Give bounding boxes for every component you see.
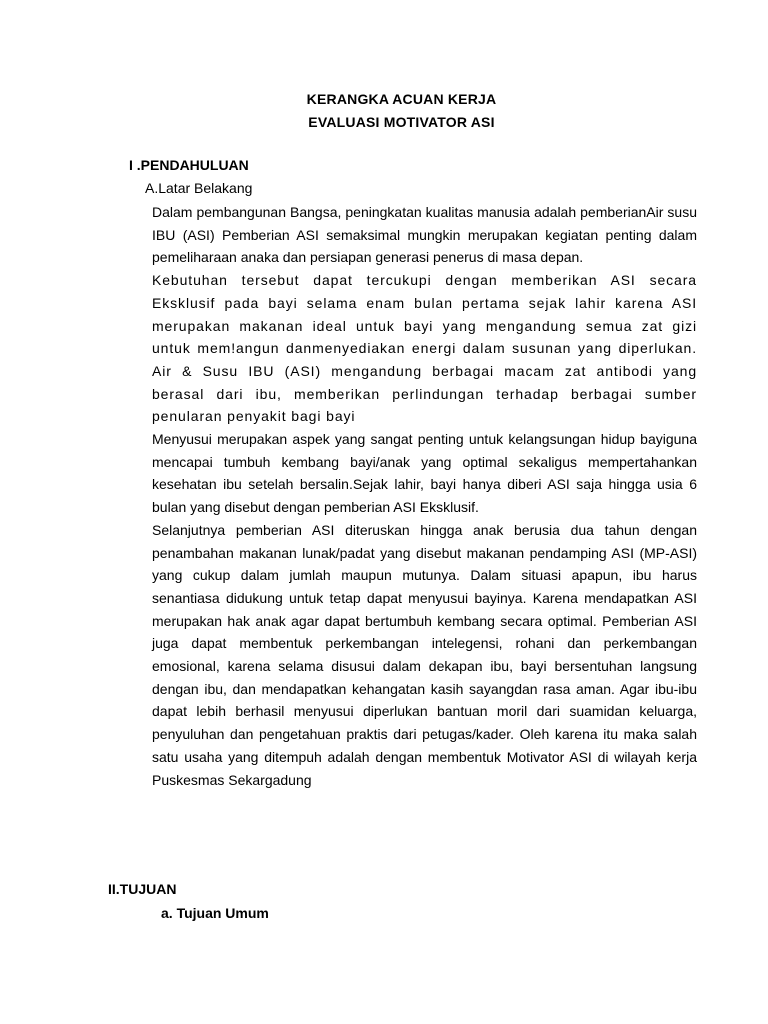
- subheading-latar-belakang: A.Latar Belakang: [145, 180, 253, 196]
- paragraph-3: Menyusui merupakan aspek yang sangat penting untuk kelangsungan hidup bayiguna mencapai tumbuh kembang bayi/anak yang optimal sekaligus mempertahankan kesehatan ibu setelah bersalin.Sejak lahir, bayi hanya diberi ASI saja hingga usia 6 bulan yang disebut dengan pemberian ASI Eksklusif.: [152, 431, 697, 516]
- section-heading-tujuan: II.TUJUAN: [108, 881, 177, 897]
- subheading-tujuan-umum: a. Tujuan Umum: [161, 905, 269, 921]
- body-text: [152, 201, 697, 791]
- paragraph-2: Kebutuhan tersebut dapat tercukupi dengan memberikan ASI secara Eksklusif pada bayi selama enam bulan pertama sejak lahir karena ASI merupakan makanan ideal untuk bayi yang mengandung semua zat gizi untuk mem!angun danmenyediakan energi dalam susunan yang diperlukan. Air & Susu IBU (ASI) mengandung berbagai macam zat antibodi yang berasal dari ibu, memberikan perlindungan terhadap berbagai sumber penularan penyakit bagi bayi: [152, 272, 697, 425]
- section-heading-pendahuluan: I .PENDAHULUAN: [129, 157, 249, 173]
- document-title-line-2: EVALUASI MOTIVATOR ASI: [308, 114, 495, 130]
- document-title-line-1: KERANGKA ACUAN KERJA: [306, 91, 497, 107]
- paragraph-1: Dalam pembangunan Bangsa, peningkatan kualitas manusia adalah pemberianAir susu IBU (ASI) Pemberian ASI semaksimal mungkin merupakan kegiatan penting dalam pemeliharaan anaka dan persiapan generasi penerus di masa depan.: [152, 204, 697, 266]
- paragraph-4: Selanjutnya pemberian ASI diteruskan hingga anak berusia dua tahun dengan penambahan makanan lunak/padat yang disebut makanan pendamping ASI (MP-ASI) yang cukup dalam jumlah maupun mutunya. Dalam situasi apapun, ibu harus senantiasa didukung untuk tetap dapat menyusui bayinya. Karena mendapatkan ASI merupakan hak anak agar dapat bertumbuh kembang secara optimal. Pemberian ASI juga dapat membentuk perkembangan intelegensi, rohani dan perkembangan emosional, karena selama disusui dalam dekapan ibu, bayi bersentuhan langsung dengan ibu, dan mendapatkan kehangatan kasih sayangdan rasa aman. Agar ibu-ibu dapat lebih berhasil menyusui diperlukan bantuan moril dari suamidan keluarga, penyuluhan dan pengetahuan praktis dari petugas/kader. Oleh karena itu maka salah satu usaha yang ditempuh adalah dengan membentuk Motivator ASI di wilayah kerja Puskesmas Sekargadung: [152, 521, 697, 788]
